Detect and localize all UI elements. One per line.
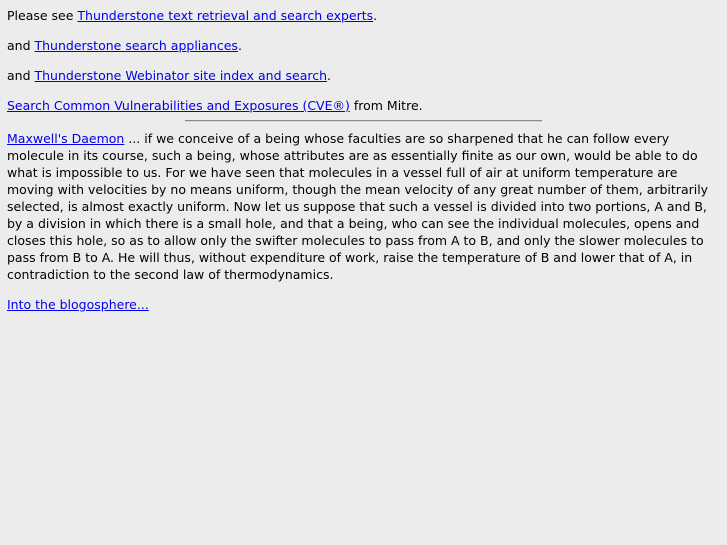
cve-line bbox=[7, 97, 719, 114]
webinator-suffix: . bbox=[327, 68, 332, 83]
thunderstone-appliances-link[interactable]: Thunderstone search appliances bbox=[34, 38, 238, 53]
maxwells-daemon-paragraph bbox=[7, 130, 719, 283]
webinator-prefix: and bbox=[7, 68, 35, 83]
experts-suffix: . bbox=[373, 8, 378, 23]
cve-suffix: from Mitre. bbox=[349, 98, 423, 113]
thunderstone-webinator-line bbox=[7, 67, 719, 84]
thunderstone-experts-line bbox=[7, 7, 719, 24]
maxwells-daemon-link[interactable]: Maxwell's Daemon bbox=[7, 131, 125, 146]
thunderstone-webinator-link[interactable]: Thunderstone Webinator site index and search bbox=[34, 68, 328, 83]
blogosphere-link[interactable]: Into the blogosphere... bbox=[7, 297, 149, 312]
thunderstone-appliances-line bbox=[7, 37, 719, 54]
blogosphere-line bbox=[7, 296, 719, 313]
appliances-prefix: and bbox=[7, 38, 35, 53]
experts-prefix: Please see bbox=[7, 8, 78, 23]
thunderstone-experts-link[interactable]: Thunderstone text retrieval and search experts bbox=[77, 8, 374, 23]
cve-search-link[interactable]: Search Common Vulnerabilities and Exposures (CVE®) bbox=[7, 98, 350, 113]
horizontal-divider bbox=[185, 120, 542, 122]
maxwells-daemon-quote: ... if we conceive of a being whose faculties are so sharpened that he can follow every molecule in its course, such a being, whose attributes are as essentially finite as our own, would be able to do what is impossible to us. For we have seen that molecules in a vessel full of air at uniform temperature are moving with velocities by no means uniform, though the mean velocity of any great number of them, arbitrarily selected, is almost exactly uniform. Now let us suppose that such a vessel is divided into two portions, A and B, by a division in which there is a small hole, and that a being, who can see the individual molecules, opens and closes this hole, so as to allow only the swifter molecules to pass from A to B, and only the slower molecules to pass from B to A. He will thus, without expenditure of work, raise the temperature of B and lower that of A, in contradiction to the second law of thermodynamics. bbox=[7, 131, 709, 282]
appliances-suffix: . bbox=[237, 38, 242, 53]
